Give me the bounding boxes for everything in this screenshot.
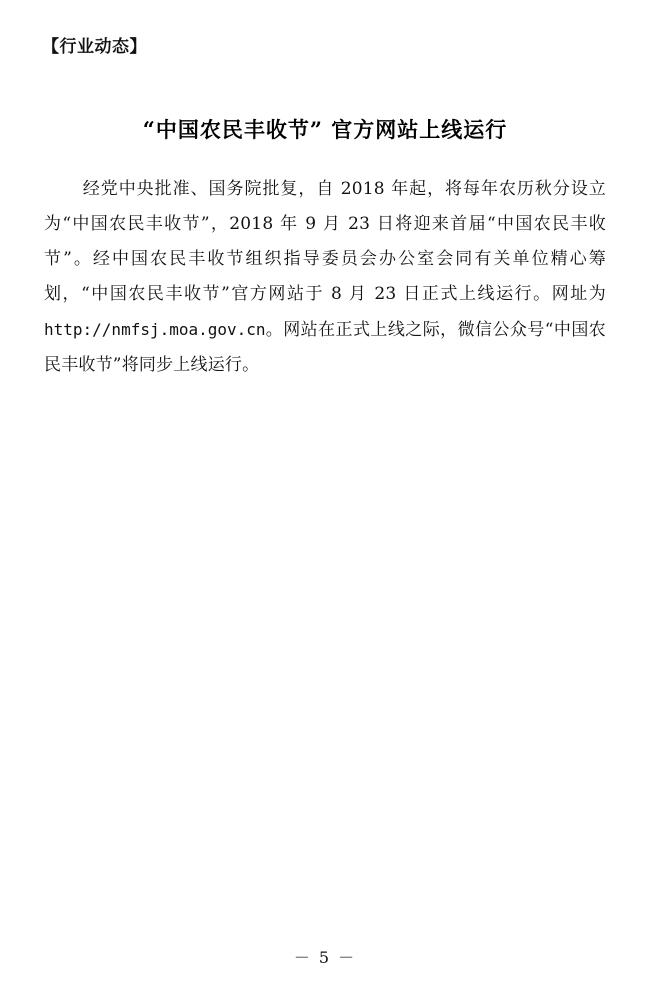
page-number: － 5 － [293, 948, 357, 967]
section-tag: 【行业动态】 [42, 37, 147, 57]
page-title: “中国农民丰收节” 官方网站上线运行 [142, 117, 508, 143]
paragraph-text-part1: 经党中央批准、国务院批复，自 2018 年起，将每年农历秋分设立为“中国农民丰收节”，2018 年 9 月 23 日将迎来首届“中国农民丰收节”。经中国农民丰收节组织指导委员会办公室会同有关单位精心筹划，“中国农民丰收节”官方网站于 8 月 23 日正式上线运行。网址为 [44, 179, 606, 304]
website-url: http://nmfsj.moa.gov.cn [44, 320, 266, 339]
paragraph-text-part2: 。网站在正式上线之际，微信公众号“中国农民丰收节”将同步上线运行。 [44, 320, 606, 375]
article-body [44, 172, 606, 383]
article-paragraph [44, 172, 606, 383]
